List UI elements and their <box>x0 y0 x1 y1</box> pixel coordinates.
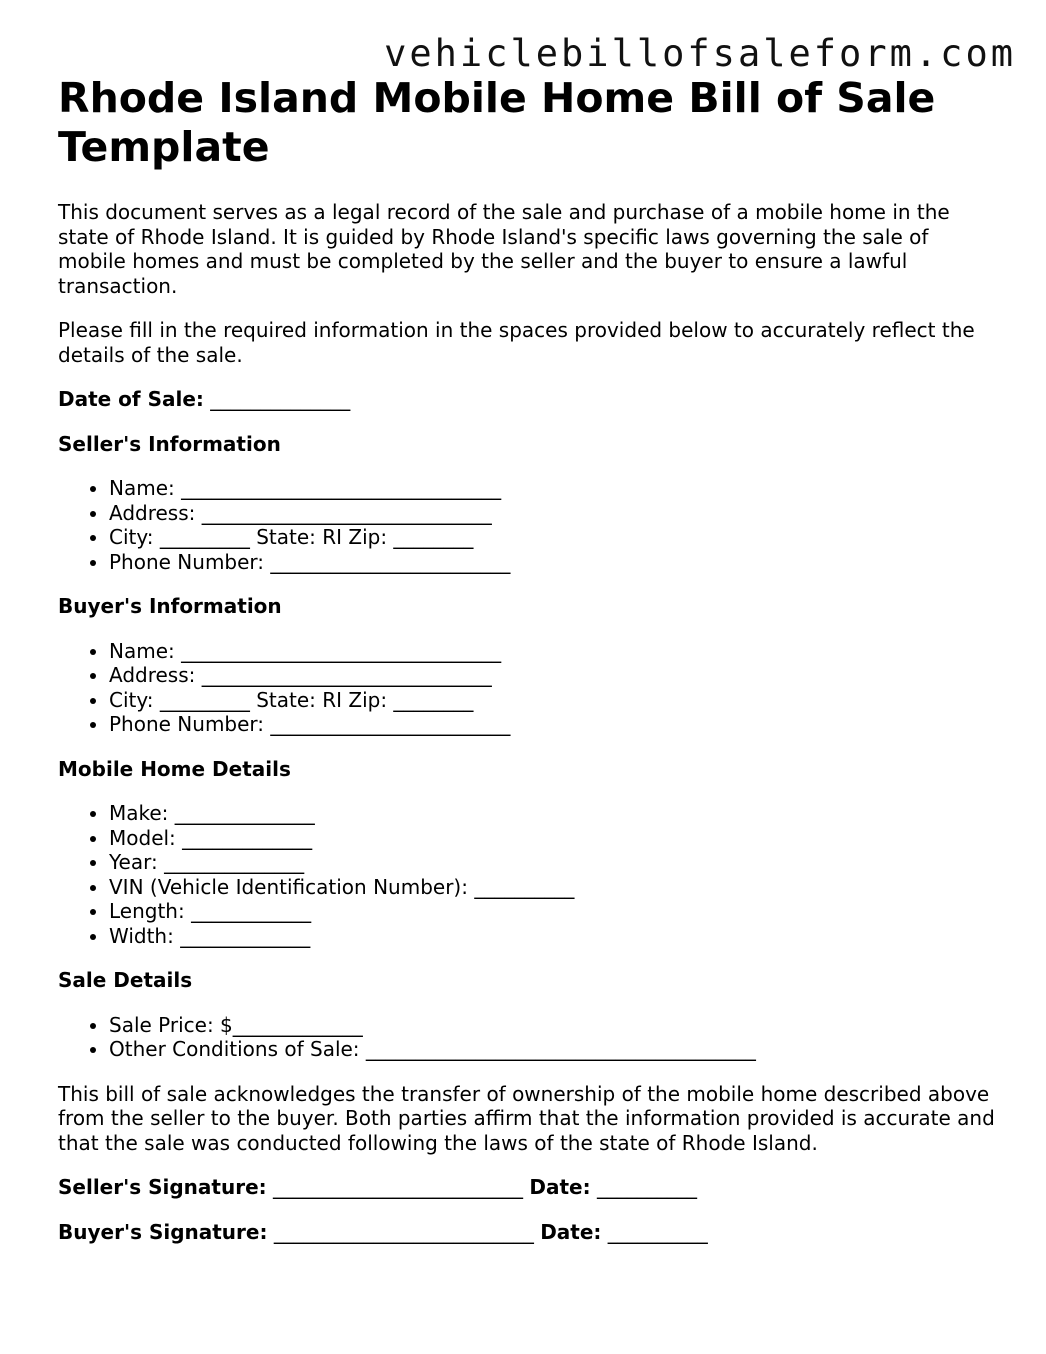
date-of-sale-blank: ______________ <box>210 387 351 411</box>
acknowledgement-paragraph: This bill of sale acknowledges the transfer of ownership of the mobile home described above from the seller to the buyer. Both parties affirm that the information provided is accurate and that the sale was conducted following the laws of the state of Rhode Island. <box>58 1081 995 1155</box>
sale-price-field: • Sale Price: $_____________ <box>109 1013 998 1038</box>
length-field: • Length: ____________ <box>109 899 998 924</box>
seller-city-state-zip-field: • City: _________ State: RI Zip: ________ <box>109 525 998 550</box>
seller-signature-label: Seller's Signature: <box>58 1175 267 1199</box>
seller-info-heading: Seller's Information <box>58 431 281 456</box>
buyer-signature-date-label: Date: <box>540 1219 602 1244</box>
document-title: Rhode Island Mobile Home Bill of Sale Template <box>58 74 936 171</box>
mobile-home-details-heading: Mobile Home Details <box>58 756 291 781</box>
intro-paragraph: This document serves as a legal record of the sale and purchase of a mobile home in the state of Rhode Island. It is guided by Rhode Island's specific laws governing the sale of mobile homes and must be completed by the seller and the buyer to ensure a lawful transaction. <box>58 200 950 298</box>
buyer-info-heading: Buyer's Information <box>58 594 282 618</box>
sale-details-heading: Sale Details <box>58 968 193 992</box>
buyer-signature-blank: __________________________ <box>273 1219 534 1244</box>
document-body <box>58 74 998 1264</box>
seller-name-field: • Name: ________________________________ <box>109 476 998 501</box>
buyer-signature-line <box>58 1220 998 1245</box>
year-field: • Year: ______________ <box>109 850 998 875</box>
mobile-home-details-list <box>58 801 998 948</box>
seller-phone-field: • Phone Number: ________________________ <box>109 550 998 575</box>
sale-details-list <box>58 1013 998 1062</box>
seller-address-field: • Address: _____________________________ <box>109 501 998 526</box>
width-field: • Width: _____________ <box>109 924 998 949</box>
buyer-signature-label: Buyer's Signature: <box>58 1219 268 1244</box>
seller-info-list <box>58 476 998 574</box>
date-of-sale-label: Date of Sale: <box>58 387 204 411</box>
make-field: • Make: ______________ <box>109 801 998 826</box>
seller-signature-line <box>58 1175 998 1200</box>
model-field: • Model: _____________ <box>109 826 998 851</box>
other-conditions-field: • Other Conditions of Sale: _______________________________________ <box>109 1037 998 1062</box>
buyer-phone-field: • Phone Number: ________________________ <box>109 712 998 737</box>
buyer-city-state-zip-field: • City: _________ State: RI Zip: ________ <box>109 688 998 713</box>
vin-field: • VIN (Vehicle Identification Number): __________ <box>109 875 998 900</box>
instructions-paragraph: Please fill in the required information in the spaces provided below to accurately reflect the details of the sale. <box>58 318 975 367</box>
buyer-info-list <box>58 639 998 737</box>
seller-signature-date-label: Date: <box>529 1175 591 1199</box>
date-of-sale-field <box>58 387 998 412</box>
watermark: vehiclebillofsaleform.com <box>384 32 1016 75</box>
seller-signature-blank: _________________________ <box>273 1175 523 1199</box>
seller-signature-date-blank: __________ <box>596 1175 697 1199</box>
buyer-address-field: • Address: _____________________________ <box>109 663 998 688</box>
buyer-name-field: • Name: ________________________________ <box>109 639 998 664</box>
buyer-signature-date-blank: __________ <box>607 1219 708 1244</box>
